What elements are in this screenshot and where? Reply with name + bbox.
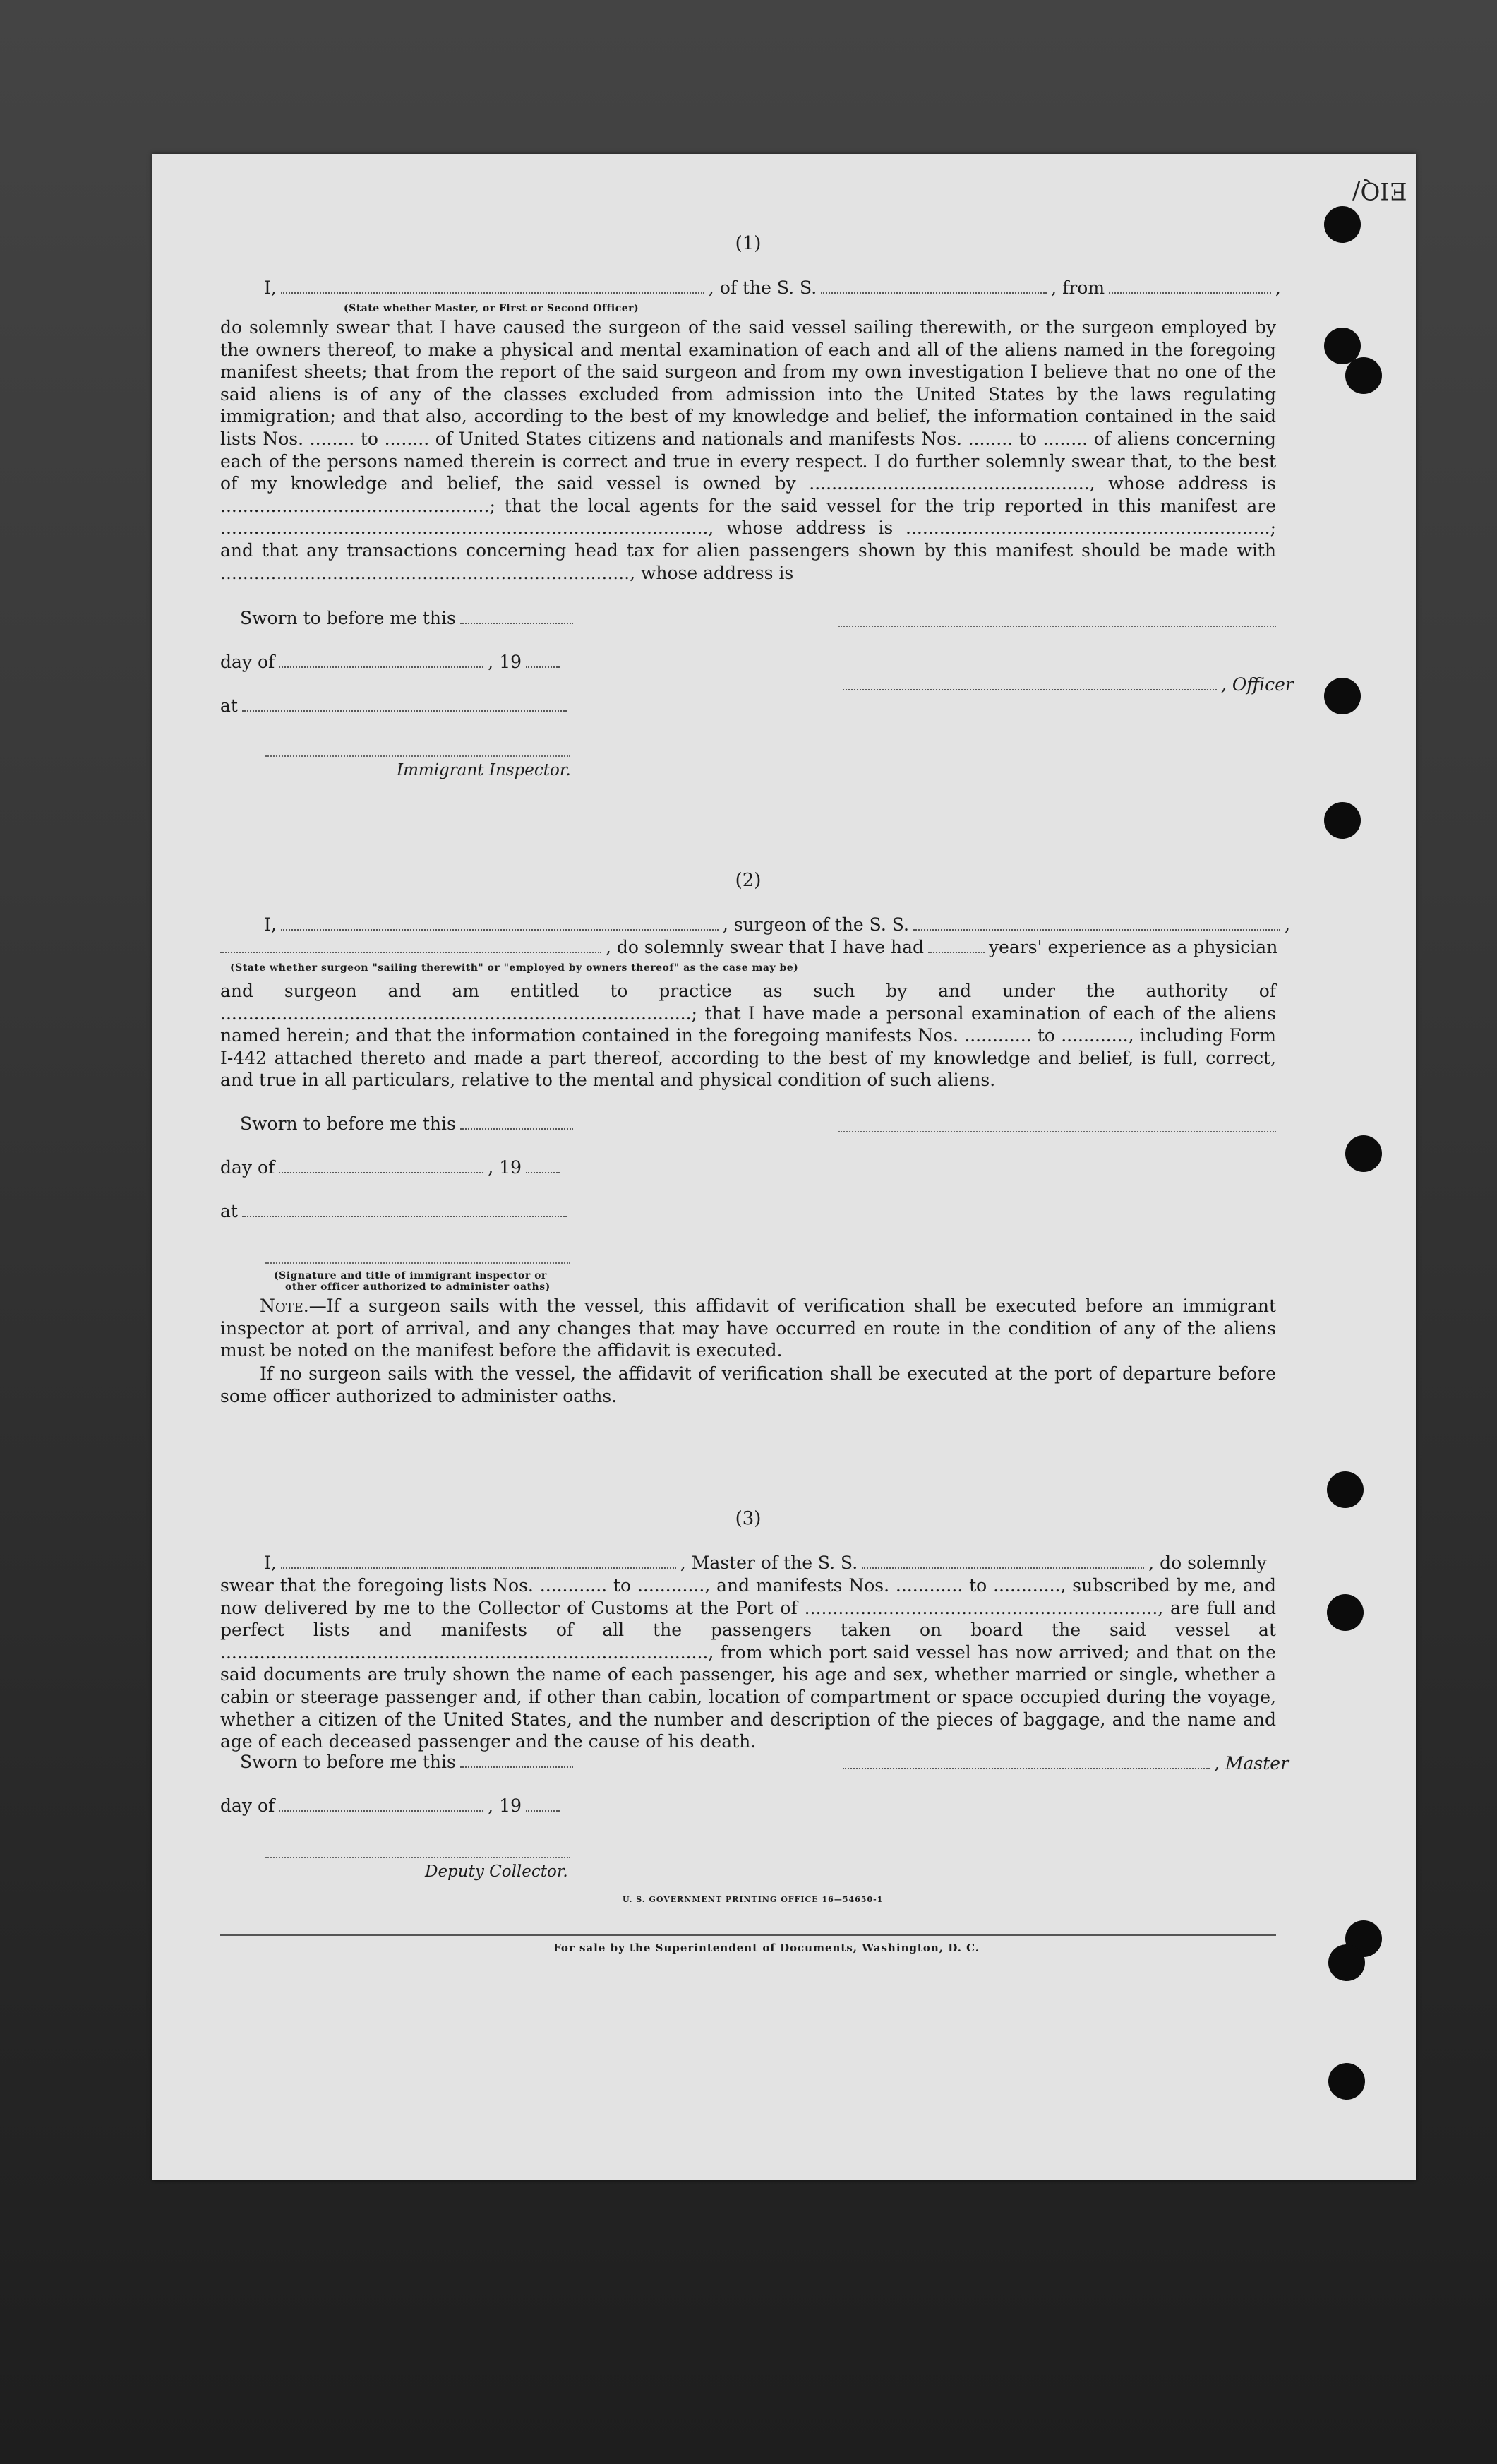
- year-label: , 19: [488, 1795, 522, 1816]
- punch-hole-icon: [1327, 1594, 1364, 1631]
- officer-title: , Officer: [1221, 674, 1294, 695]
- sworn-label: Sworn to before me this: [240, 1113, 456, 1134]
- day-of-label: day of: [220, 1795, 275, 1816]
- section-3: [220, 1508, 1289, 1903]
- at-line: [220, 695, 1276, 717]
- inspector-signature-line[interactable]: [265, 1262, 570, 1264]
- sig-caption-1: (Signature and title of immigrant inspector or: [274, 1270, 547, 1281]
- sale-notice: For sale by the Superintendent of Documents, Washington, D. C.: [553, 1942, 980, 1954]
- collector-signature-line[interactable]: [265, 1857, 570, 1858]
- note-text: —If a surgeon sails with the vessel, this affidavit of verification shall be executed before an immigrant inspector at port of arrival, and any changes that may have occurred en route in the condition of any of the aliens must be noted on the manifest before the affidavit is executed.: [220, 1296, 1276, 1361]
- handwritten-corner-mark: EIQ/: [1352, 177, 1407, 205]
- surgeon-vessel-label: , surgeon of the S. S.: [722, 914, 909, 935]
- note2-text: If no surgeon sails with the vessel, the affidavit of verification shall be executed at the port of departure before some officer authorized to administer oaths.: [220, 1363, 1276, 1406]
- punch-hole-icon: [1324, 206, 1361, 243]
- pronoun-label: I,: [264, 1553, 277, 1573]
- note-paragraph: [220, 1295, 1276, 1362]
- surgeon-body: [220, 980, 1276, 1092]
- year-field[interactable]: [526, 652, 560, 668]
- from-port-field[interactable]: [1109, 278, 1271, 294]
- sworn-label: Sworn to before me this: [240, 608, 456, 628]
- punch-hole-icon: [1324, 678, 1361, 714]
- sig-caption-2: other officer authorized to administer oaths): [285, 1281, 551, 1293]
- section-number: (3): [735, 1508, 762, 1529]
- day-of-line: [220, 1795, 1276, 1817]
- punch-hole-icon: [1327, 1471, 1364, 1508]
- officer-name-field[interactable]: [281, 278, 704, 294]
- pronoun-label: I,: [264, 277, 277, 298]
- gpo-imprint: U. S. GOVERNMENT PRINTING OFFICE 16—54650-1: [623, 1895, 884, 1904]
- oath-body: [220, 316, 1276, 584]
- vessel-name-field[interactable]: [821, 278, 1047, 294]
- note-label: Note.: [260, 1296, 309, 1316]
- signature-line[interactable]: [838, 626, 1276, 627]
- punch-hole-icon: [1324, 802, 1361, 839]
- solemnly-label: , do solemnly: [1148, 1553, 1267, 1573]
- section-number: (2): [735, 870, 762, 891]
- section-2: [220, 870, 1276, 1435]
- from-label: , from: [1051, 277, 1105, 298]
- inspector-signature-line[interactable]: [265, 755, 570, 757]
- day-of-label: day of: [220, 652, 275, 672]
- at-place-field[interactable]: [242, 1202, 567, 1217]
- master-oath-line: [220, 277, 1276, 299]
- master-name-field[interactable]: [281, 1553, 676, 1569]
- vessel-label: , of the S. S.: [708, 277, 817, 298]
- punch-hole-icon: [1328, 2063, 1365, 2100]
- year-label: , 19: [488, 1157, 522, 1178]
- pronoun-label: I,: [264, 914, 277, 935]
- master-body: [220, 1574, 1276, 1753]
- year-field[interactable]: [526, 1158, 560, 1173]
- at-place-field[interactable]: [242, 696, 567, 712]
- at-label: at: [220, 695, 238, 716]
- at-line: [220, 1200, 1276, 1223]
- year-field[interactable]: [526, 1796, 560, 1812]
- master-title: , Master: [1214, 1753, 1289, 1774]
- inspector-title: Immigrant Inspector.: [397, 761, 571, 779]
- sworn-date-field[interactable]: [460, 1752, 573, 1768]
- surgeon-oath-line: [220, 914, 1276, 936]
- sworn-label: Sworn to before me this: [240, 1752, 456, 1772]
- punch-hole-icon: [1328, 1944, 1365, 1981]
- vessel-name-field[interactable]: [862, 1553, 1144, 1569]
- officer-signature-field[interactable]: [843, 675, 1217, 690]
- master-vessel-label: , Master of the S. S.: [680, 1553, 858, 1573]
- officer-sig-line: [838, 674, 1294, 696]
- surgeon-name-field[interactable]: [281, 915, 719, 931]
- solemn-label: , do solemnly swear that I have had: [606, 937, 925, 957]
- day-of-field[interactable]: [279, 1158, 483, 1173]
- punch-hole-icon: [1345, 1135, 1382, 1172]
- at-label: at: [220, 1201, 238, 1221]
- vessel-name-field[interactable]: [913, 915, 1280, 931]
- day-of-line: [220, 1156, 1276, 1179]
- surgeon-signature-line[interactable]: [838, 1131, 1276, 1132]
- sworn-date-field[interactable]: [460, 1114, 573, 1130]
- master-signature-field[interactable]: [843, 1754, 1210, 1769]
- punch-hole-icon: [1345, 357, 1382, 394]
- master-sig-line: [838, 1752, 1289, 1775]
- note-paragraph-2: [220, 1363, 1276, 1407]
- section-number: (1): [735, 233, 762, 254]
- experience-line: [220, 936, 1276, 959]
- day-of-label: day of: [220, 1157, 275, 1178]
- master-line: [220, 1552, 1276, 1574]
- experience-label: years' experience as a physician: [989, 937, 1278, 957]
- surgeon-caption: (State whether surgeon "sailing therewith" or "employed by owners thereof" as the case may be): [230, 962, 799, 974]
- section-1: [220, 233, 1294, 784]
- surgeon-text: and surgeon and am entitled to practice as such by and under the authority of ....................................................................................; that I have made a personal examination of each of the aliens named herein; and that the information contained in the foregoing manifests Nos. ............ to ............, including Form I-442 attached thereto and made a part thereof, according to the best of my knowledge and belief, is full, correct, and true in all particulars, relative to the mental and physical condition of such aliens.: [220, 981, 1276, 1091]
- day-of-field[interactable]: [279, 1796, 483, 1812]
- master-text: swear that the foregoing lists Nos. ............ to ............, and manifests Nos. ............ to ............, subscribed by me, and now delivered by me to the Collector of Customs at the Port of ..............................................................., are full and perfect lists and manifests of all the passengers taken on board the said vessel at ......................................................................................., from which port said vessel has now arrived; and that on the said documents are truly shown the name of each passenger, his age and sex, whether married or single, whether a cabin or steerage passenger and, if other than cabin, location of compartment or space occupied during the voyage, whether a citizen of the United States, and the number and description of the pieces of baggage, and the name and age of each deceased passenger and the cause of his death.: [220, 1575, 1276, 1752]
- year-label: , 19: [488, 652, 522, 672]
- surgeon-status-field[interactable]: [220, 938, 601, 953]
- sworn-date-field[interactable]: [460, 609, 573, 624]
- collector-title: Deputy Collector.: [425, 1862, 568, 1881]
- years-field[interactable]: [928, 938, 985, 953]
- day-of-field[interactable]: [279, 652, 483, 668]
- footer-rule: [220, 1934, 1276, 1936]
- oath-text: do solemnly swear that I have caused the surgeon of the said vessel sailing therewith, or the surgeon employed by the owners thereof, to make a physical and mental examination of each and all of the aliens named in the foregoing manifest sheets; that from the report of the said surgeon and from my own investigation I believe that no one of the said aliens is of any of the classes excluded from admission into the United States by the laws regulating immigration; and that also, according to the best of my knowledge and belief, the information contained in the said lists Nos. ........ to ........ of United States citizens and nationals and manifests Nos. ........ to ........ of aliens concerning each of the persons named therein is correct and true in every respect. I do further solemnly swear that, to the best of my knowledge and belief, the said vessel is owned by .................................................., whose address is ................................................; that the local agents for the said vessel for the trip reported in this manifest are ......................................................................................., whose address is .................................................................; and that any transactions concerning head tax for alien passengers shown by this manifest should be made with ........................................................................., whose address is: [220, 317, 1276, 583]
- officer-caption: (State whether Master, or First or Second Officer): [344, 303, 639, 314]
- day-of-line: [220, 651, 1276, 674]
